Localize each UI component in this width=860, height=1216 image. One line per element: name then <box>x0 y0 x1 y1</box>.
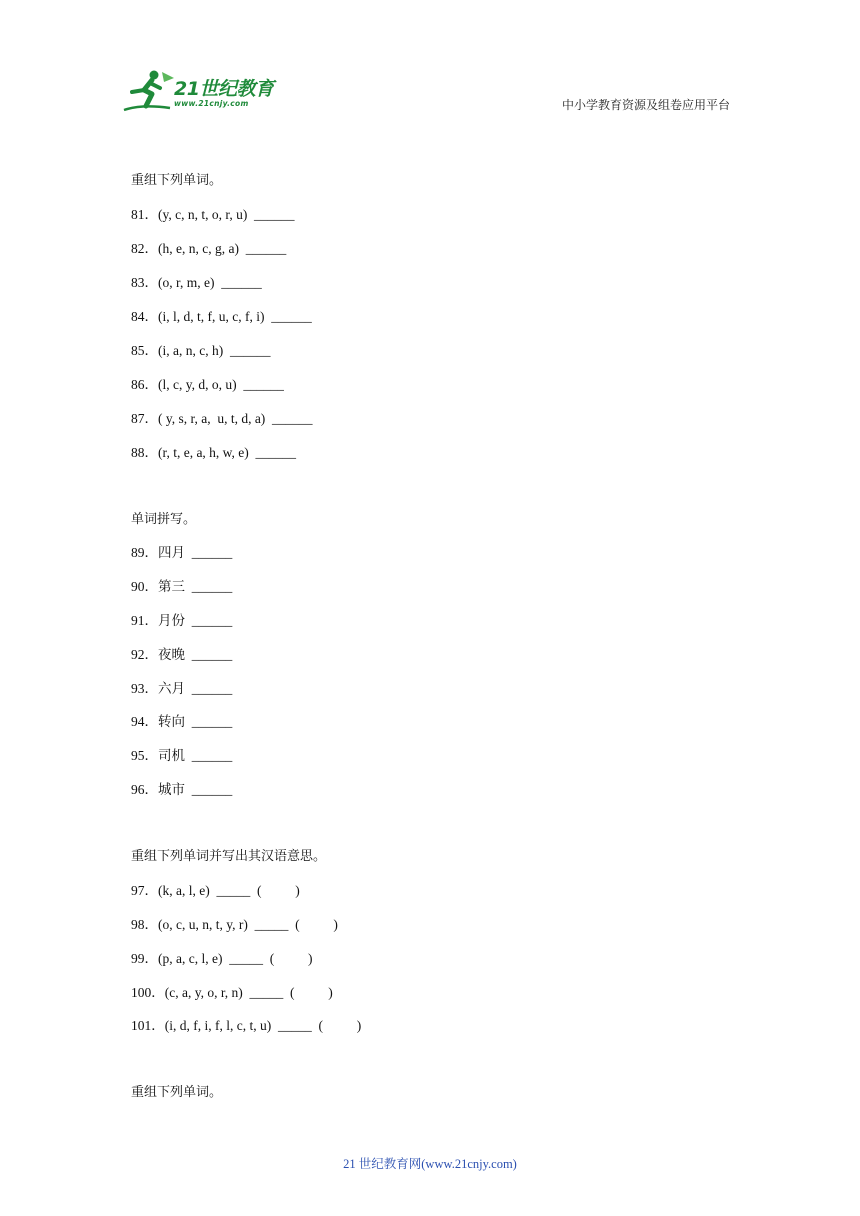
page-footer: 21 世纪教育网(www.21cnjy.com) <box>343 1157 517 1171</box>
section-title: 重组下列单词。 <box>131 173 223 188</box>
question-item: 88．(r, t, e, a, h, w, e) ______ <box>131 445 297 460</box>
page-header <box>0 0 860 135</box>
question-item: 86．(l, c, y, d, o, u) ______ <box>131 377 284 392</box>
question-item: 92．夜晚 ______ <box>131 647 233 662</box>
question-item: 99．(p, a, c, l, e) _____ ( ) <box>131 951 313 966</box>
logo <box>122 68 292 118</box>
header-platform-name: 中小学教育资源及组卷应用平台 <box>561 98 730 112</box>
logo-url: www.21cnjy.com <box>174 99 249 108</box>
question-item: 94．转向 ______ <box>131 714 233 729</box>
section-title: 重组下列单词并写出其汉语意思。 <box>131 849 327 864</box>
section-title: 重组下列单词。 <box>131 1085 223 1100</box>
question-item: 100．(c, a, y, o, r, n) _____ ( ) <box>131 985 333 1000</box>
question-item: 97．(k, a, l, e) _____ ( ) <box>131 883 300 898</box>
question-item: 101．(i, d, f, i, f, l, c, t, u) _____ ( ) <box>131 1018 362 1033</box>
question-item: 95．司机 ______ <box>131 748 233 763</box>
question-item: 82．(h, e, n, c, g, a) ______ <box>131 241 287 256</box>
question-item: 83．(o, r, m, e) ______ <box>131 275 262 290</box>
logo-text: 21世纪教育 <box>174 78 274 100</box>
runner-logo-icon <box>122 68 174 114</box>
question-item: 84．(i, l, d, t, f, u, c, f, i) ______ <box>131 309 312 324</box>
question-item: 81．(y, c, n, t, o, r, u) ______ <box>131 207 295 222</box>
section-title: 单词拼写。 <box>131 512 197 527</box>
question-item: 98．(o, c, u, n, t, y, r) _____ ( ) <box>131 917 338 932</box>
question-item: 96．城市 ______ <box>131 782 233 797</box>
question-item: 85．(i, a, n, c, h) ______ <box>131 343 271 358</box>
question-item: 89．四月 ______ <box>131 545 233 560</box>
question-item: 87．( y, s, r, a, u, t, d, a) ______ <box>131 411 313 426</box>
question-item: 91．月份 ______ <box>131 613 233 628</box>
question-item: 93．六月 ______ <box>131 681 233 696</box>
question-item: 90．第三 ______ <box>131 579 233 594</box>
